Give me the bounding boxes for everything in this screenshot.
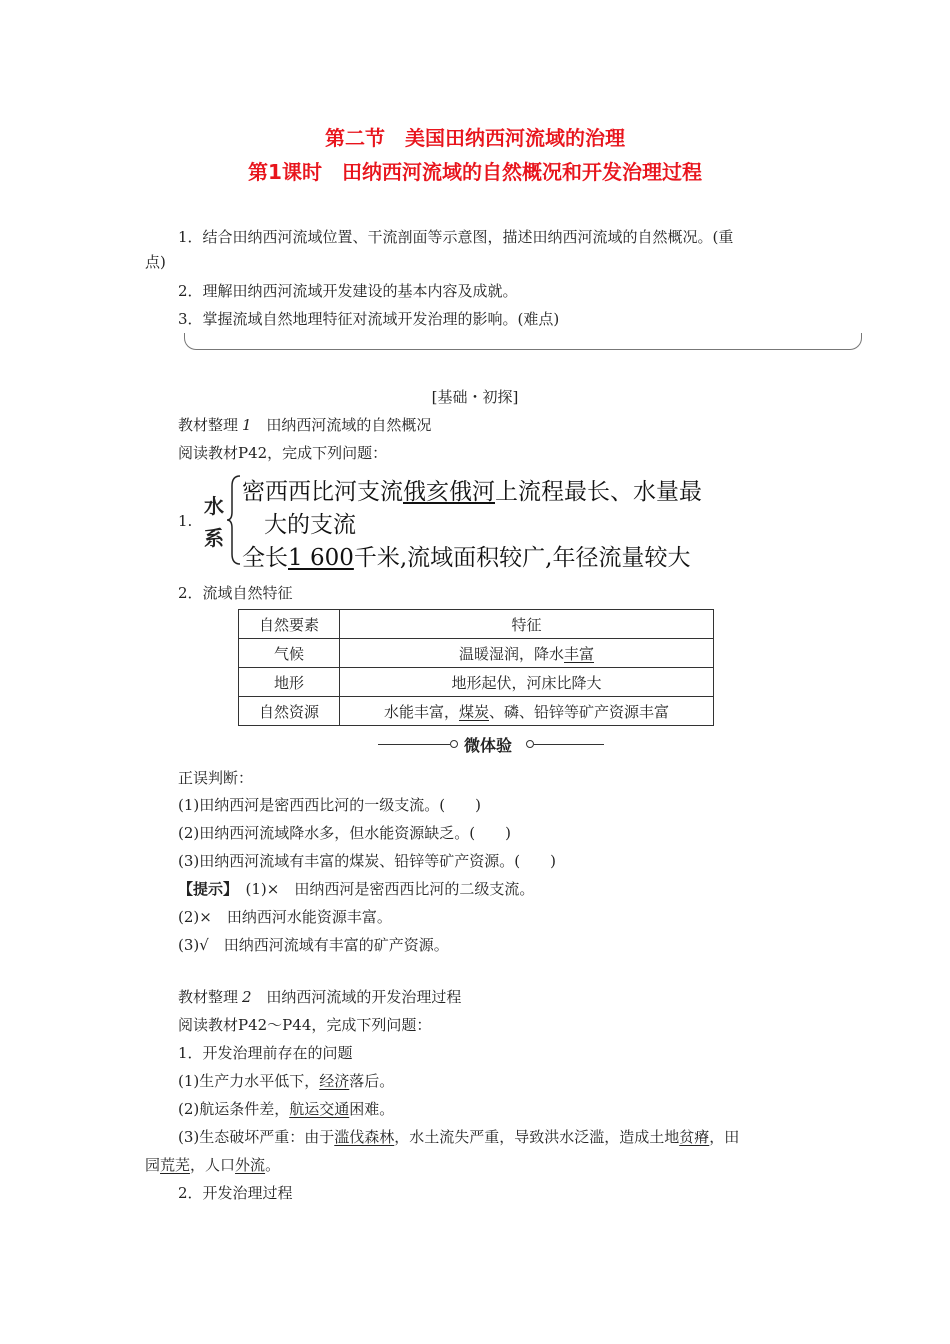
table-cell: 地形起伏，河床比降大: [340, 668, 714, 697]
hint-text: (1)× 田纳西河是密西西比河的二级支流。: [230, 880, 535, 898]
objective-3: 3．掌握流域自然地理特征对流域开发治理的影响。(难点): [178, 310, 560, 328]
blank-answer: 俄亥俄河: [403, 479, 495, 505]
heading-prefix: 教材整理: [178, 416, 239, 434]
part1-heading: [178, 414, 431, 435]
judge-item-2: (2)田纳西河流域降水多，但水能资源缺乏。( ): [178, 824, 511, 842]
hydro-row-1: [242, 473, 702, 506]
hydro-label-bottom: 系: [204, 526, 224, 550]
heading-number: 2: [242, 988, 252, 1006]
hydro-row-2: 大的支流: [264, 512, 356, 538]
divider: [534, 744, 604, 745]
section-title: 第二节 美国田纳西河流域的治理: [325, 126, 625, 150]
objective-1: 1．结合田纳西河流域位置、干流剖面等示意图，描述田纳西河流域的自然概况。(重: [178, 228, 734, 246]
objective-1-cont: 点): [145, 253, 166, 271]
heading-text: 田纳西河流域的自然概况: [266, 416, 432, 434]
judge-item-1: (1)田纳西河是密西西比河的一级支流。( ): [178, 796, 481, 814]
hint-label: 【提示】: [178, 880, 231, 898]
blank-answer: 贫瘠: [679, 1128, 710, 1146]
table-cell: [340, 639, 714, 668]
problem-1: [178, 1070, 394, 1091]
judge-item-3: (3)田纳西河流域有丰富的煤炭、铅锌等矿产资源。( ): [178, 852, 556, 870]
lesson-title: 第1课时 田纳西河流域的自然概况和开发治理过程: [248, 160, 702, 184]
mini-experience-title: 微体验: [464, 736, 513, 755]
blank-answer: 荒芜: [160, 1156, 191, 1174]
circle-icon: [526, 740, 534, 748]
part1-q2: 2．流域自然特征: [178, 584, 293, 602]
heading-number: 1: [242, 416, 252, 434]
part2-instruction: 阅读教材P42～P44，完成下列问题：: [178, 1016, 432, 1034]
hydro-row-3: [242, 539, 690, 572]
problem-text: (1)生产力水平低下，: [178, 1072, 320, 1090]
table-header: 自然要素: [239, 610, 340, 639]
problem-text: 困难。: [349, 1100, 395, 1118]
problem-3: [178, 1126, 739, 1147]
blank-answer: 1 600: [288, 545, 354, 571]
hydro-text: 密西西比河支流: [242, 479, 403, 505]
problem-text: 。: [265, 1156, 281, 1174]
hint-3: (3)√ 田纳西河流域有丰富的矿产资源。: [178, 936, 449, 954]
hint-1: [178, 878, 534, 899]
table-cell: 自然资源: [239, 697, 340, 726]
cell-text: 、磷、铅锌等矿产资源丰富: [489, 702, 670, 721]
problem-3-cont: [145, 1154, 280, 1175]
problem-2: [178, 1098, 394, 1119]
heading-text: 田纳西河流域的开发治理过程: [266, 988, 462, 1006]
table-row: [239, 668, 714, 697]
cell-text: 温暖湿润，降水: [458, 644, 564, 663]
table-cell: 气候: [239, 639, 340, 668]
problem-text: (3)生态破坏严重：由于: [178, 1128, 335, 1146]
part2-q2: 2．开发治理过程: [178, 1184, 293, 1202]
blank-answer: 经济: [319, 1072, 350, 1090]
part1-instruction: 阅读教材P42，完成下列问题：: [178, 444, 388, 462]
hydro-text: 上流程最长、水量最: [495, 479, 702, 505]
hydro-label-top: 水: [204, 494, 224, 518]
judge-title: 正误判断：: [178, 769, 254, 787]
features-table: [238, 609, 714, 726]
blank-answer: 外流: [235, 1156, 266, 1174]
problem-text: ，人口: [190, 1156, 236, 1174]
part2-q1: 1．开发治理前存在的问题: [178, 1044, 353, 1062]
cell-text: 水能丰富，: [383, 702, 459, 721]
problem-text: 落后。: [349, 1072, 395, 1090]
table-cell: [340, 697, 714, 726]
part2-heading: [178, 986, 461, 1007]
hydro-number: 1.: [178, 512, 193, 530]
table-header-row: [239, 610, 714, 639]
hydro-text: 全长: [242, 545, 288, 571]
hydro-text: 千米,流域面积较广,年径流量较大: [353, 545, 691, 571]
blank-answer: 航运交通: [289, 1100, 350, 1118]
objective-2: 2．理解田纳西河流域开发建设的基本内容及成就。: [178, 282, 518, 300]
circle-icon: [450, 740, 458, 748]
hint-2: (2)× 田纳西河水能资源丰富。: [178, 908, 392, 926]
divider: [378, 744, 450, 745]
objectives-bracket: [184, 333, 862, 350]
problem-text: (2)航运条件差，: [178, 1100, 290, 1118]
table-row: [239, 639, 714, 668]
problem-text: 园: [145, 1156, 161, 1174]
table-header: 特征: [340, 610, 714, 639]
section-tag: [基础・初探]: [431, 388, 519, 406]
table-cell: 地形: [239, 668, 340, 697]
blank-answer: 煤炭: [458, 702, 489, 721]
hydro-brace: [226, 474, 242, 566]
blank-answer: 滥伐森林: [334, 1128, 395, 1146]
blank-answer: 丰富: [564, 644, 595, 663]
problem-text: ，水土流失严重，导致洪水泛滥，造成土地: [394, 1128, 680, 1146]
table-row: [239, 697, 714, 726]
mini-experience-banner: [378, 733, 604, 757]
heading-prefix: 教材整理: [178, 988, 239, 1006]
problem-text: ，田: [709, 1128, 740, 1146]
